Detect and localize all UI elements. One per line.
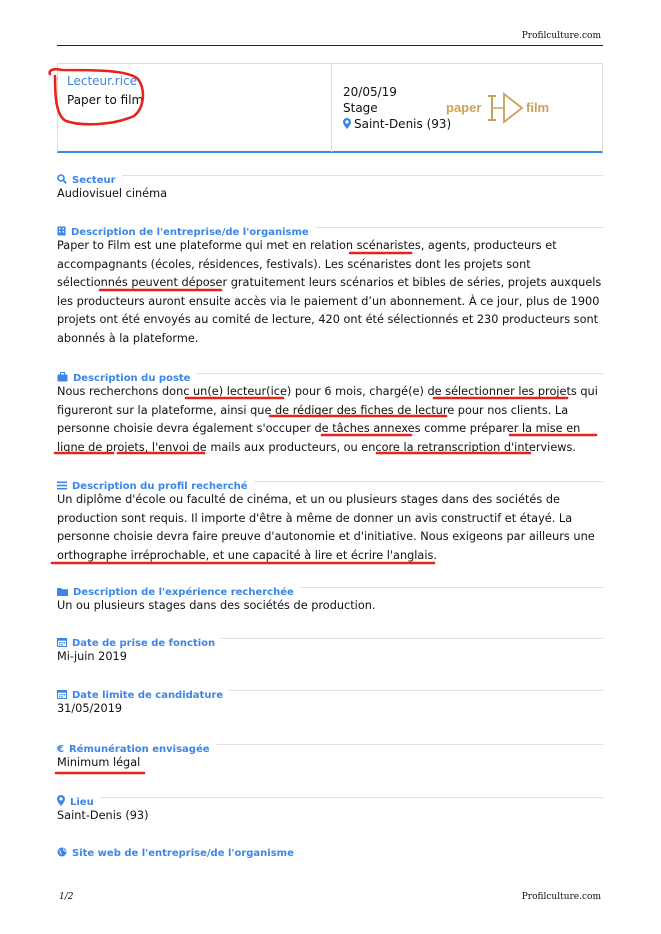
section-text: Nous recherchons donc un(e) lecteur(ice) pour 6 mois, chargé(e) de sélectionner les projets qui figureront sur la plateforme, ainsi que de rédiger des fiches de lecture pour nos clients. La personne choisie devra également s'occuper de tâches annexes comme préparer la mise en ligne de projets, l'envoi de mails aux producteurs, ou encore la retranscription d'interviews.: [57, 385, 598, 454]
footer-site-name: Profilculture.com: [521, 892, 601, 902]
search-icon: [57, 174, 67, 184]
section-text: Un diplôme d'école ou faculté de cinéma, et un ou plusieurs stages dans des sociétés de production sont requis. Il importe d'être à même de donner un avis constructif et étayé. La personne choisie devra faire preuve d'autonomie et d'initiative. Nous exigeons par ailleurs une orthographe irréprochable, et une capacité à lire et écrire l'anglais.: [57, 493, 595, 562]
site-name: Profilculture.com: [521, 31, 601, 41]
calendar-icon: [57, 637, 67, 647]
site-header: [57, 30, 603, 46]
folder-icon: [57, 587, 68, 596]
section-site-web: [57, 841, 603, 859]
section-title: Description du profil recherché: [72, 481, 248, 492]
section-secteur: [57, 168, 603, 204]
job-title-link[interactable]: Lecteur.rice: [67, 74, 138, 88]
calendar-icon: [57, 689, 67, 699]
euro-icon: €: [57, 744, 64, 755]
section-title: Description du poste: [73, 373, 191, 384]
section-title: Rémunération envisagée: [68, 744, 210, 755]
section-profil: [57, 474, 603, 565]
section-text: Audiovisuel cinéma: [57, 187, 168, 200]
section-lieu: [57, 790, 603, 826]
map-pin-icon: [343, 118, 351, 129]
section-poste: [57, 366, 603, 457]
building-icon: [57, 226, 66, 236]
section-text: Minimum légal: [57, 756, 141, 769]
logo-text-film: film: [526, 100, 550, 115]
card-location: [343, 117, 451, 131]
section-title: Date limite de candidature: [72, 690, 224, 701]
card-left-panel: [58, 64, 332, 152]
section-text: Un ou plusieurs stages dans des sociétés de production.: [57, 599, 376, 612]
section-title: Lieu: [70, 797, 94, 808]
company-name: Paper to film: [67, 93, 144, 107]
section-text: Saint-Denis (93): [57, 809, 149, 822]
section-text: 31/05/2019: [57, 702, 123, 715]
job-summary-card: [57, 63, 603, 153]
section-experience: [57, 580, 603, 616]
section-prise-fonction: [57, 631, 603, 667]
page-footer: [57, 892, 603, 906]
briefcase-icon: [57, 372, 68, 382]
posting-date: 20/05/19: [343, 85, 397, 99]
section-date-limite: [57, 683, 603, 719]
section-title: Site web de l'entreprise/de l'organisme: [72, 848, 294, 859]
card-location-text: Saint-Denis (93): [354, 117, 452, 131]
section-title: Secteur: [72, 175, 116, 186]
section-title: Description de l'entreprise/de l'organisme: [71, 227, 309, 238]
section-entreprise: [57, 220, 603, 349]
logo-text-paper: paper: [446, 100, 482, 115]
list-icon: [57, 481, 67, 490]
section-text: Mi-juin 2019: [57, 650, 127, 663]
globe-icon: [57, 847, 67, 857]
section-title: Description de l'expérience recherchée: [73, 587, 294, 598]
section-text: Paper to Film est une plateforme qui met en relation scénaristes, agents, producteurs et accompagnants (écoles, résidences, festivals). Les scénaristes dont les projets sont sélectionnés peuvent déposer gratuitement leurs scénarios et bibles de séries, projets auxquels les producteurs auront ensuite accès via le paiement d’un abonnement. À ce jour, plus de 1900 projets ont été envoyés au comité de lecture, 420 ont été sélectionnés et 230 producteurs sont abonnés à la plateforme.: [57, 239, 602, 345]
page-number: 1/2: [59, 892, 74, 902]
contract-type: Stage: [343, 101, 378, 115]
section-remuneration: [57, 737, 603, 773]
section-title: Date de prise de fonction: [72, 638, 216, 649]
map-pin-icon: [57, 795, 65, 806]
company-logo: [446, 88, 556, 128]
